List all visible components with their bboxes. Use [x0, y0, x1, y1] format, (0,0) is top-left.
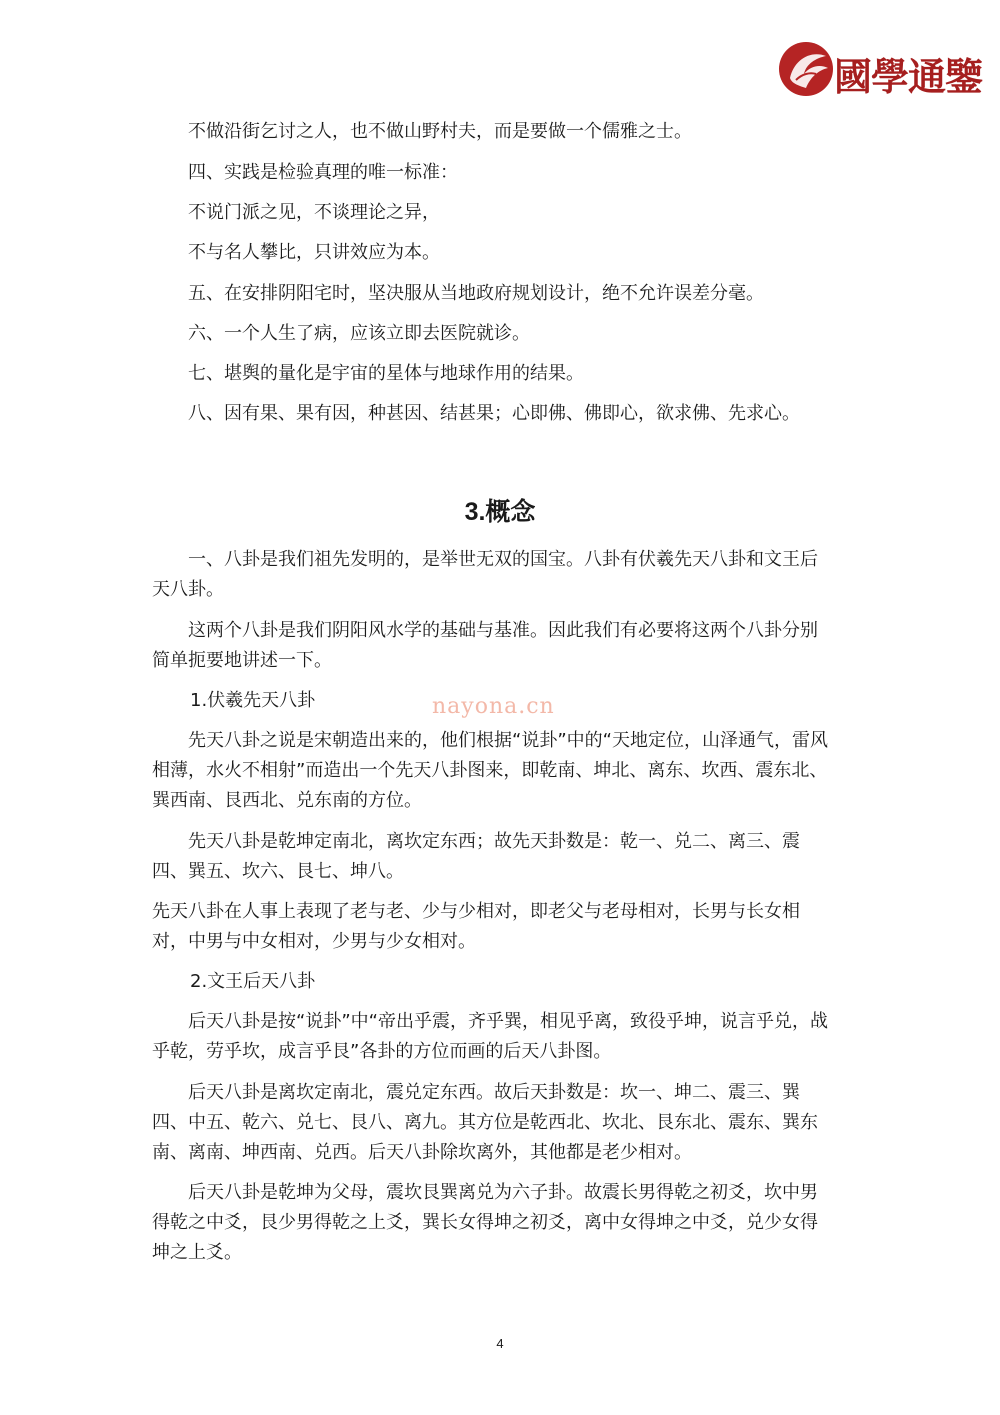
watermark-text: nayona.cn: [432, 694, 555, 719]
text-line: 八、因有果、果有因，种甚因、结甚果；心即佛、佛即心，欲求佛、先求心。: [188, 403, 800, 424]
paragraph-line: 得乾之中爻，艮少男得乾之上爻，巽长女得坤之初爻，离中女得坤之中爻，兑少女得: [152, 1212, 818, 1233]
paragraph-line: 先天八卦在人事上表现了老与老、少与少相对，即老父与老母相对，长男与长女相: [152, 901, 800, 922]
paragraph-line: 巽西南、艮西北、兑东南的方位。: [152, 790, 422, 811]
text-line: 不与名人攀比，只讲效应为本。: [188, 242, 440, 263]
text-line: 四、实践是检验真理的唯一标准：: [188, 162, 458, 183]
paragraph-line: 后天八卦是乾坤为父母，震坎艮巽离兑为六子卦。故震长男得乾之初爻，坎中男: [188, 1182, 818, 1203]
paragraph-line: 简单扼要地讲述一下。: [152, 650, 332, 671]
text-line: 七、堪舆的量化是宇宙的星体与地球作用的结果。: [188, 363, 584, 384]
paragraph-line: 后天八卦是按“说卦”中“帝出乎震，齐乎巽，相见乎离，致役乎坤，说言乎兑，战: [188, 1011, 828, 1032]
paragraph-line: 乎乾，劳乎坎，成言乎艮”各卦的方位而画的后天八卦图。: [152, 1041, 612, 1062]
paragraph-line: 先天八卦是乾坤定南北，离坎定东西；故先天卦数是：乾一、兑二、离三、震: [188, 831, 800, 852]
text-line: 不说门派之见，不谈理论之异，: [188, 202, 440, 223]
paragraph-line: 一、八卦是我们祖先发明的，是举世无双的国宝。八卦有伏羲先天八卦和文王后: [188, 549, 818, 570]
section-heading: 3.概念: [464, 498, 536, 526]
paragraph-line: 后天八卦是离坎定南北，震兑定东西。故后天卦数是：坎一、坤二、震三、巽: [188, 1082, 800, 1103]
subheading: 1.伏羲先天八卦: [190, 690, 316, 711]
paragraph-line: 先天八卦之说是宋朝造出来的，他们根据“说卦”中的“天地定位，山泽通气，雷风: [188, 730, 828, 751]
paragraph-line: 对，中男与中女相对，少男与少女相对。: [152, 931, 476, 952]
page-number: 4: [496, 1336, 504, 1351]
phoenix-emblem-icon: [776, 38, 838, 100]
text-line: 五、在安排阴阳宅时，坚决服从当地政府规划设计，绝不允许误差分毫。: [188, 283, 764, 304]
logo-text: 國學通鑒: [834, 54, 983, 99]
paragraph-line: 四、中五、乾六、兑七、艮八、离九。其方位是乾西北、坎北、艮东北、震东、巽东: [152, 1112, 818, 1133]
paragraph-line: 南、离南、坤西南、兑西。后天八卦除坎离外，其他都是老少相对。: [152, 1142, 692, 1163]
paragraph-line: 四、巽五、坎六、艮七、坤八。: [152, 861, 404, 882]
paragraph-line: 相薄，水火不相射”而造出一个先天八卦图来，即乾南、坤北、离东、坎西、震东北、: [152, 760, 828, 781]
paragraph-line: 这两个八卦是我们阴阳风水学的基础与基准。因此我们有必要将这两个八卦分别: [188, 620, 818, 641]
text-line: 不做沿街乞讨之人，也不做山野村夫，而是要做一个儒雅之士。: [188, 121, 692, 142]
subheading: 2.文王后天八卦: [190, 971, 316, 992]
publisher-logo: [776, 38, 983, 102]
paragraph-line: 天八卦。: [152, 579, 224, 600]
paragraph-line: 坤之上爻。: [152, 1242, 242, 1263]
text-line: 六、一个人生了病，应该立即去医院就诊。: [188, 323, 530, 344]
